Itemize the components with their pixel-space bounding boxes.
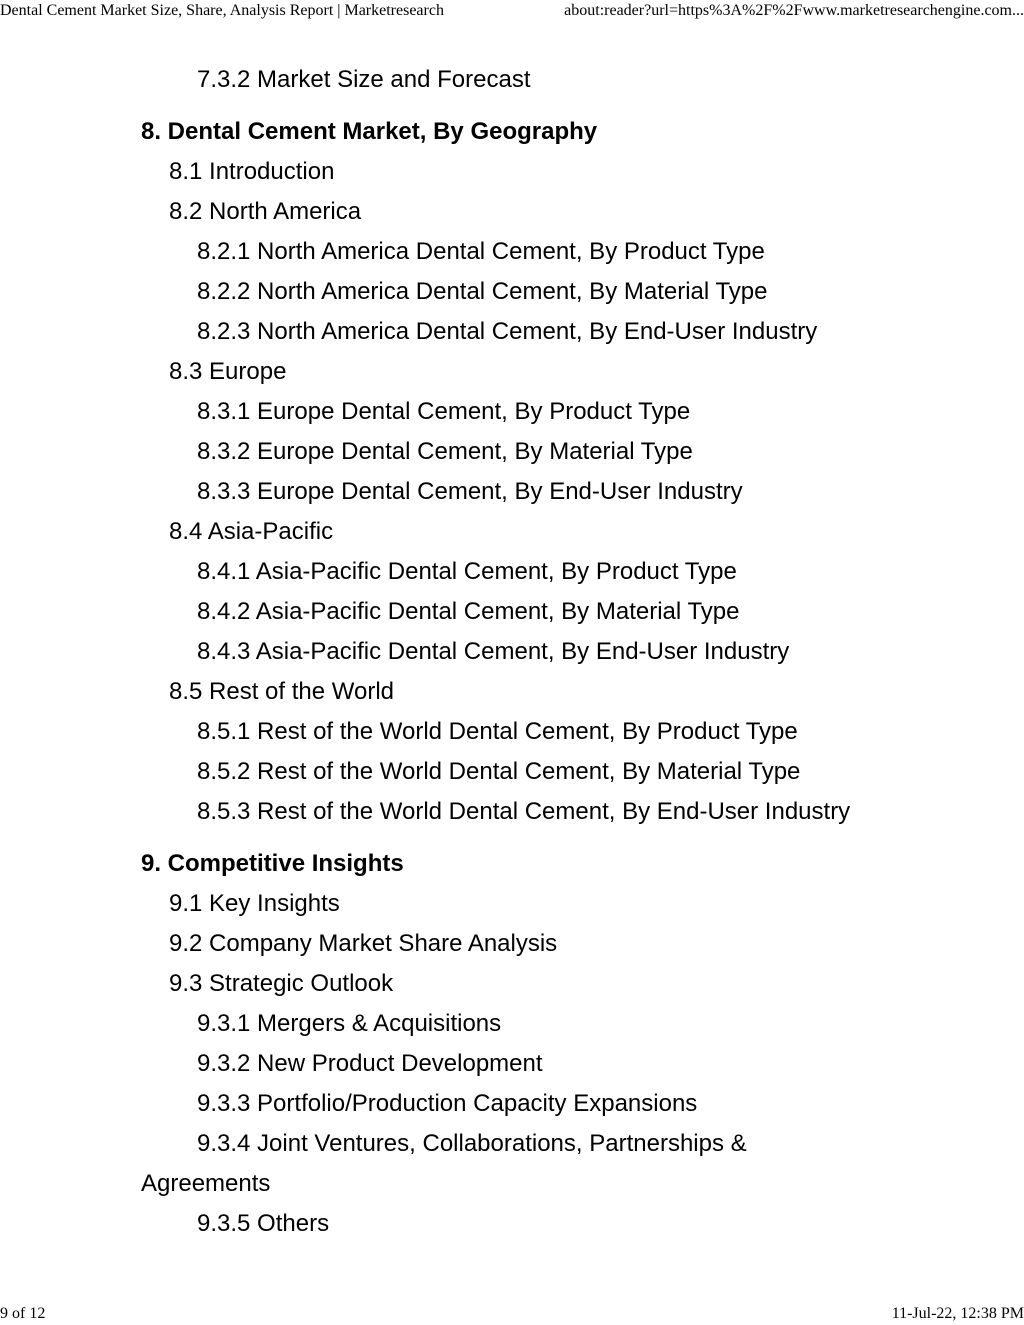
toc-item: 8.1 Introduction [169,158,335,185]
toc-item: 9.3.5 Others [197,1210,330,1237]
print-header [0,0,1024,22]
toc-item: 8.4 Asia-Pacific [169,518,334,545]
toc-item: 8.4.2 Asia-Pacific Dental Cement, By Material Type [197,598,740,625]
table-of-contents [141,60,901,1244]
toc-section-heading: 9. Competitive Insights [141,850,404,877]
toc-item: 9.3.3 Portfolio/Production Capacity Expansions [197,1090,698,1117]
toc-item: 9.1 Key Insights [169,890,340,917]
toc-item: 8.2.1 North America Dental Cement, By Product Type [197,238,765,265]
toc-item: 8.2.2 North America Dental Cement, By Material Type [197,278,768,305]
toc-item: 8.4.1 Asia-Pacific Dental Cement, By Product Type [197,558,737,585]
toc-item: 8.2 North America [169,198,362,225]
print-timestamp: 11-Jul-22, 12:38 PM [891,1305,1024,1322]
toc-item: 8.4.3 Asia-Pacific Dental Cement, By End-User Industry [197,638,790,665]
toc-item: 8.2.3 North America Dental Cement, By End-User Industry [197,318,818,345]
toc-item: 8.5.2 Rest of the World Dental Cement, By Material Type [197,758,801,785]
page-number: 9 of 12 [0,1305,46,1322]
toc-item: 9.3.1 Mergers & Acquisitions [197,1010,502,1037]
toc-item: 8.5.1 Rest of the World Dental Cement, By Product Type [197,718,798,745]
toc-item: 8.3.3 Europe Dental Cement, By End-User Industry [197,478,743,505]
toc-item: 9.3.4 Joint Ventures, Collaborations, Partnerships & Agreements [141,1130,747,1197]
toc-item: 8.5 Rest of the World [169,678,394,705]
page-url: about:reader?url=https%3A%2F%2Fwww.marketresearchengine.com... [564,2,1024,19]
toc-item: 8.3 Europe [169,358,287,385]
toc-item: 7.3.2 Market Size and Forecast [197,66,531,93]
toc-item: 8.3.1 Europe Dental Cement, By Product Type [197,398,691,425]
toc-item: 9.3.2 New Product Development [197,1050,543,1077]
toc-item: 9.2 Company Market Share Analysis [169,930,558,957]
print-footer [0,1303,1024,1325]
toc-item: 8.3.2 Europe Dental Cement, By Material Type [197,438,693,465]
page-title: Dental Cement Market Size, Share, Analysis Report | Marketresearch [0,2,444,19]
toc-item: 9.3 Strategic Outlook [169,970,394,997]
toc-item: 8.5.3 Rest of the World Dental Cement, By End-User Industry [197,798,851,825]
toc-section-heading: 8. Dental Cement Market, By Geography [141,118,598,145]
